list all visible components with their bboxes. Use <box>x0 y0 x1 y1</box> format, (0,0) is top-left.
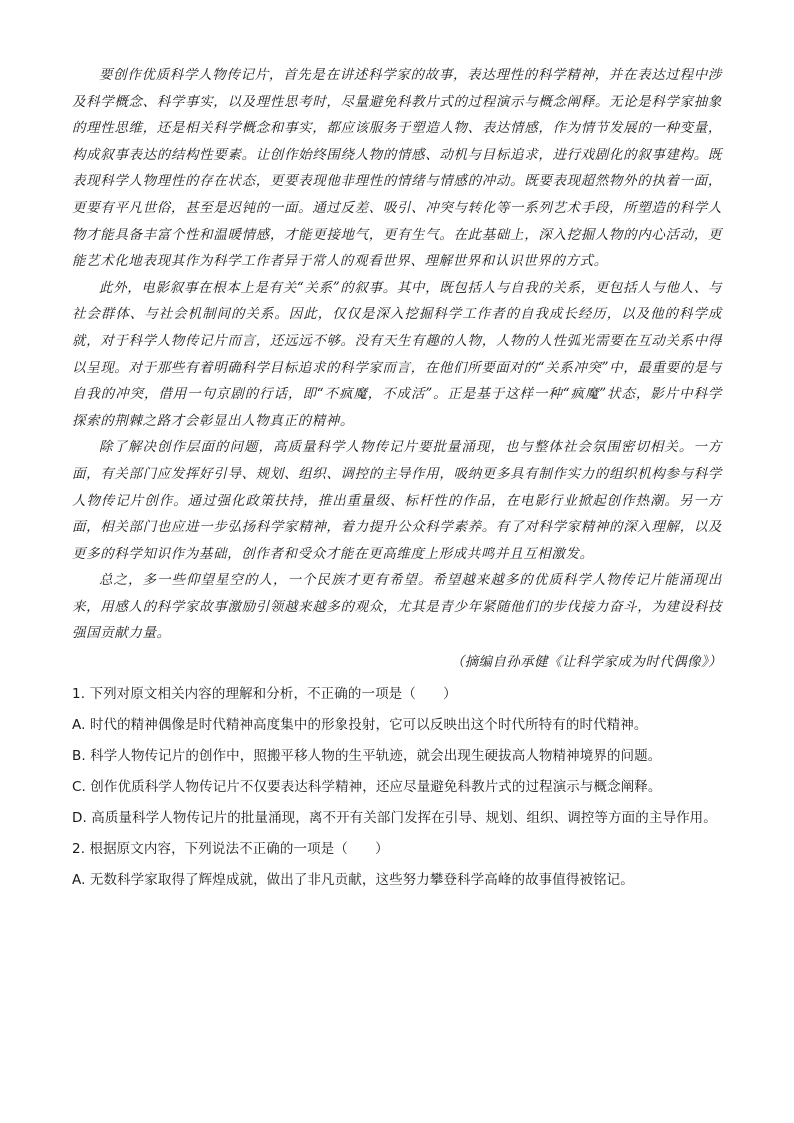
document-page <box>72 62 722 896</box>
question-1-option-b: B. 科学人物传记片的创作中，照搬平移人物的生平轨迹，就会出现生硬拔高人物精神境界的问题。 <box>72 748 662 765</box>
question-2-stem: 2. 根据原文内容，下列说法不正确的一项是（ ） <box>72 841 389 858</box>
question-1-option-d: D. 高质量科学人物传记片的批量涌现，离不开有关部门发挥在引导、规划、组织、调控等方面的主导作用。 <box>72 810 717 827</box>
question-1-option-a: A. 时代的精神偶像是时代精神高度集中的形象投射，它可以反映出这个时代所特有的时代精神。 <box>72 717 648 734</box>
article-paragraph-2: 此外，电影叙事在根本上是有关“关系”的叙事。其中，既包括人与自我的关系，更包括人与他人、与社会群体、与社会机制间的关系。因此，仅仅是深入挖掘科学工作者的自我成长经历，以及他的科学成就，对于科学人物传记片而言，还远远不够。没有天生有趣的人物，人物的人性弧光需要在互动关系中得以呈现。对于那些有着明确科学目标追求的科学家而言，在他们所要面对的“关系冲突”中，最重要的是与自我的冲突，借用一句京剧的行话，即“不疯魔，不成活”。正是基于这样一种“疯魔”状态，影片中科学探索的荆棘之路才会彰显出人物真正的精神。 <box>72 279 722 429</box>
article-source: （摘编自孙承健《让科学家成为时代偶像》） <box>450 654 722 671</box>
article-paragraph-3: 除了解决创作层面的问题，高质量科学人物传记片要批量涌现，也与整体社会氛围密切相关。一方面，有关部门应发挥好引导、规划、组织、调控的主导作用，吸纳更多具有制作实力的组织机构参与科学人物传记片创作。通过强化政策扶持，推出重量级、标杆性的作品，在电影行业掀起创作热潮。另一方面，相关部门也应进一步弘扬科学家精神，着力提升公众科学素养。有了对科学家精神的深入理解，以及更多的科学知识作为基础，创作者和受众才能在更高维度上形成共鸣并且互相激发。 <box>72 439 722 562</box>
question-2 <box>72 834 722 896</box>
question-section <box>72 679 722 896</box>
article-paragraph-4: 总之，多一些仰望星空的人，一个民族才更有希望。希望越来越多的优质科学人物传记片能涌现出来，用感人的科学家故事激励引领越来越多的观众，尤其是青少年紧随他们的步伐接力奋斗，为建设科技强国贡献力量。 <box>72 572 722 642</box>
question-1-option-c: C. 创作优质科学人物传记片不仅要表达科学精神，还应尽量避免科教片式的过程演示与概念阐释。 <box>72 779 662 796</box>
article-body <box>72 62 722 647</box>
question-1-stem: 1. 下列对原文相关内容的理解和分析，不正确的一项是（ ） <box>72 686 457 703</box>
article-paragraph-1: 要创作优质科学人物传记片，首先是在讲述科学家的故事，表达理性的科学精神，并在表达过程中涉及科学概念、科学事实，以及理性思考时，尽量避免科教片式的过程演示与概念阐释。无论是科学家抽象的理性思维，还是相关科学概念和事实，都应该服务于塑造人物、表达情感，作为情节发展的一种变量，构成叙事表达的结构性要素。让创作始终围绕人物的情感、动机与目标追求，进行戏剧化的叙事建构。既表现科学人物理性的存在状态，更要表现他非理性的情绪与情感的冲动。既要表现超然物外的执着一面，更要有平凡世俗，甚至是迟钝的一面。通过反差、吸引、冲突与转化等一系列艺术手段，所塑造的科学人物才能具备丰富个性和温暖情感，才能更接地气，更有生气。在此基础上，深入挖掘人物的内心活动，更能艺术化地表现其作为科学工作者异于常人的观看世界、理解世界和认识世界的方式。 <box>72 67 722 270</box>
question-2-option-a: A. 无数科学家取得了辉煌成就，做出了非凡贡献，这些努力攀登科学高峰的故事值得被铭记。 <box>72 872 634 889</box>
question-1 <box>72 679 722 834</box>
